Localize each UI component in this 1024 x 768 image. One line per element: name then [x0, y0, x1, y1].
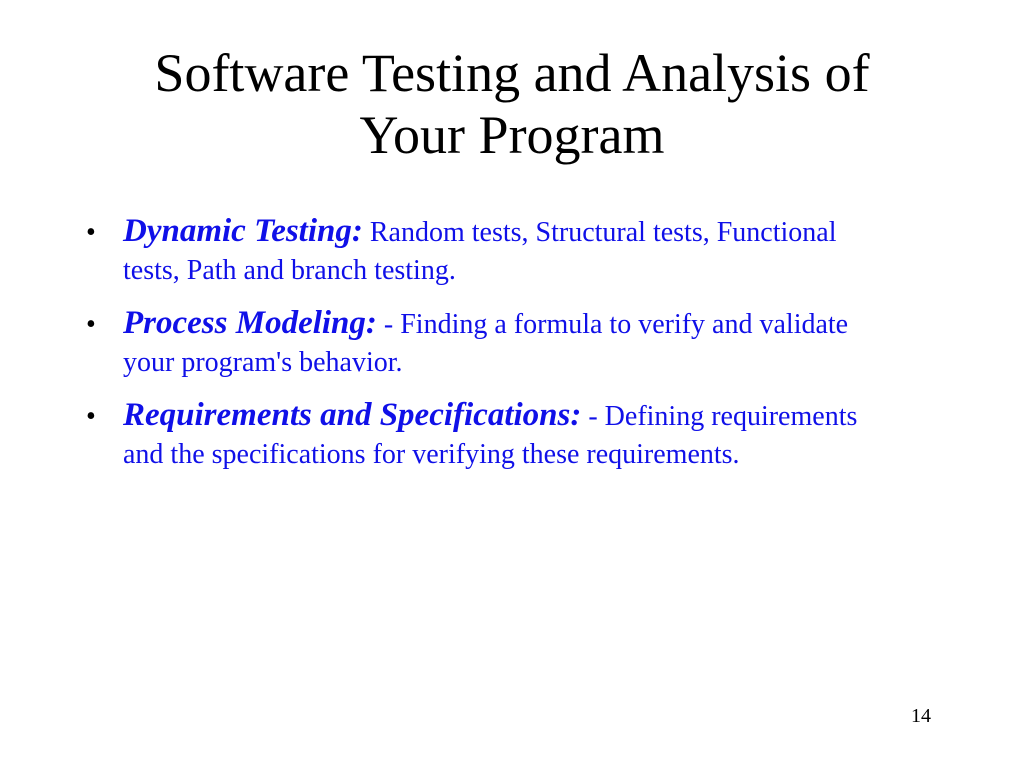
- bullet-term: Process Modeling:: [123, 305, 377, 341]
- slide-title-line-1: Software Testing and Analysis of: [154, 43, 870, 103]
- slide-title-line-2: Your Program: [359, 105, 665, 165]
- bullet-marker: •: [86, 309, 96, 340]
- bullet-marker: •: [86, 401, 96, 432]
- page-number: 14: [911, 705, 931, 727]
- bullet-item-process-modeling: [86, 304, 886, 382]
- bullet-list: [86, 212, 886, 488]
- bullet-description: - Finding a formula to verify and validate your program's behavior.: [123, 309, 849, 378]
- slide-title: [0, 42, 1024, 166]
- bullet-term: Requirements and Specifications:: [123, 397, 582, 433]
- bullet-item-dynamic-testing: [86, 212, 886, 290]
- bullet-item-requirements-and-specifications: [86, 396, 886, 474]
- bullet-marker: •: [86, 217, 96, 248]
- bullet-term: Dynamic Testing:: [123, 213, 363, 249]
- bullet-description: Random tests, Structural tests, Functional tests, Path and branch testing.: [123, 217, 837, 286]
- bullet-description: - Defining requirements and the specifications for verifying these requirements.: [123, 401, 858, 470]
